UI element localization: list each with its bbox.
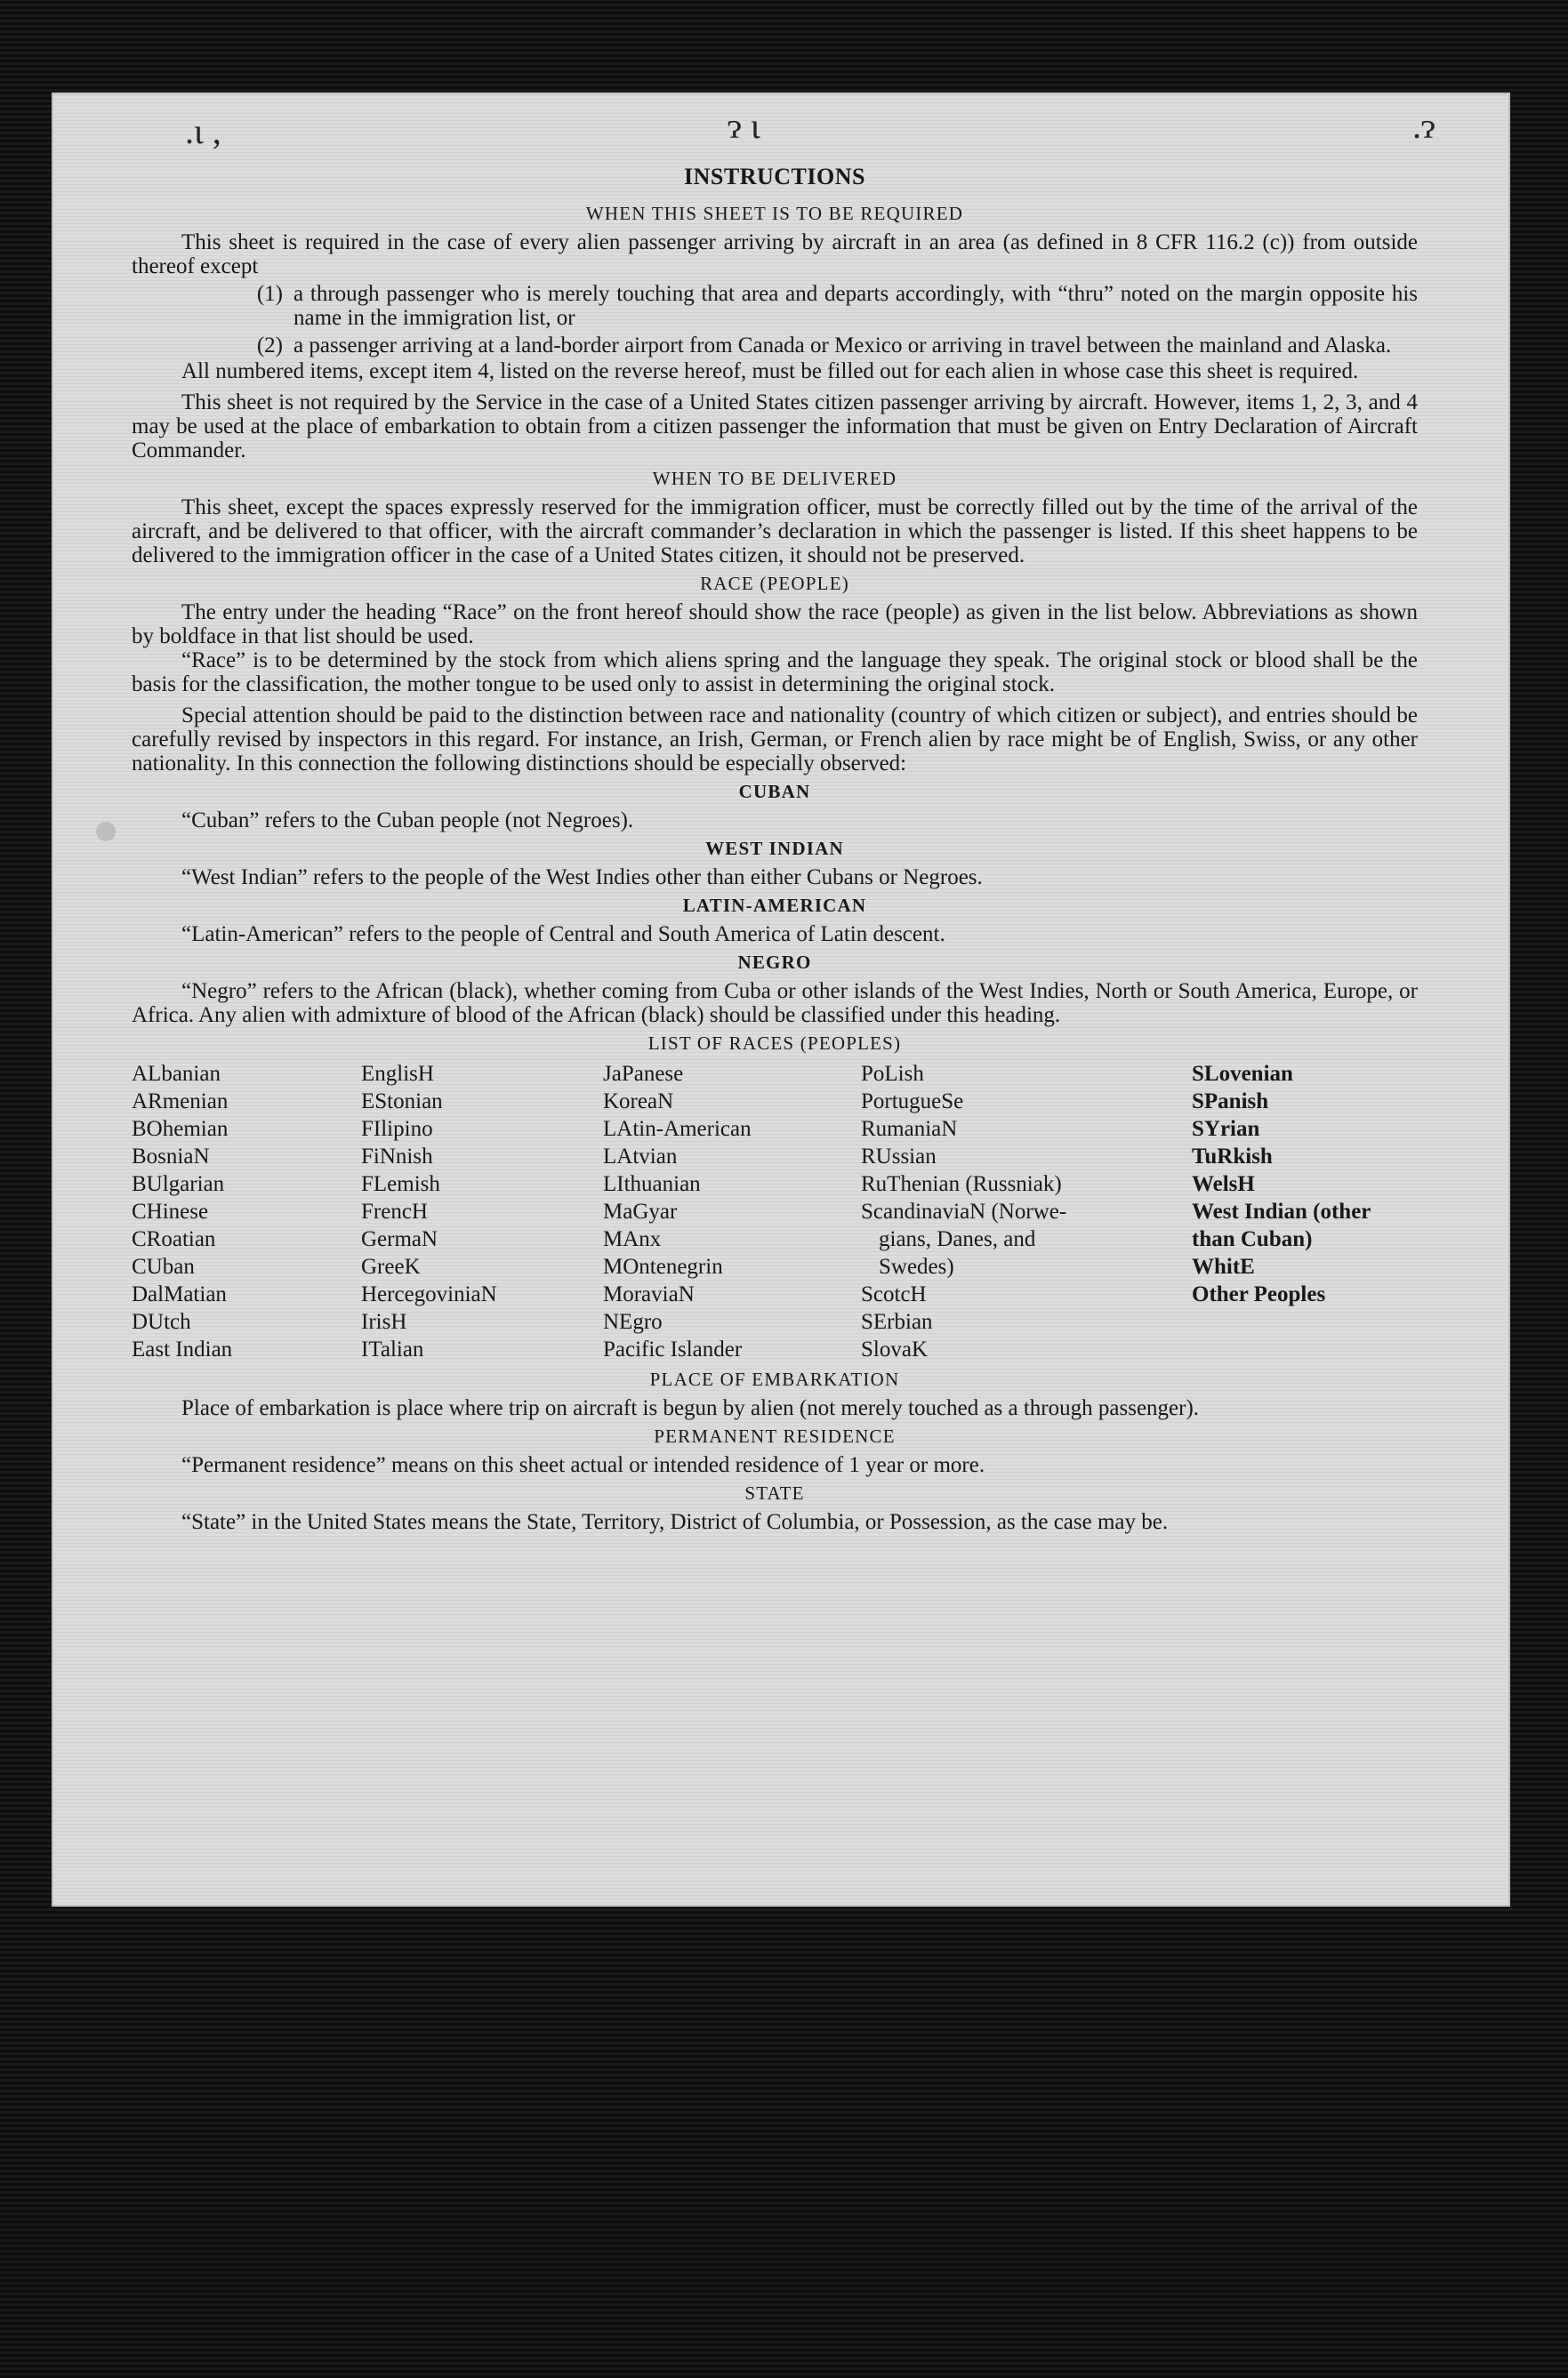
- race-entry: GreeK: [361, 1255, 421, 1279]
- race-entry: BUlgarian: [132, 1172, 225, 1196]
- paragraph: This sheet is not required by the Service in the case of a United States citizen passenger arriving by aircraft. However, items 1, 2, 3, and 4 may be used at the place of embarkation to obtain from a citizen passenger the information that must be given on Entry Declaration of Aircraft Commander.: [132, 390, 1418, 462]
- punch-hole: [96, 822, 116, 841]
- race-entry: ScotcH: [861, 1282, 927, 1306]
- race-column: [603, 1060, 861, 1363]
- stray-mark: ɂ ι: [728, 106, 760, 146]
- race-list: [132, 1060, 1418, 1363]
- race-entry: JaPanese: [603, 1062, 684, 1086]
- race-column: [132, 1060, 361, 1363]
- race-entry: FIlipino: [361, 1117, 433, 1141]
- paragraph: This sheet is required in the case of every alien passenger arriving by aircraft in an area (as defined in 8 CFR 116.2 (c)) from outside thereof except: [132, 230, 1418, 278]
- race-entry: ARmenian: [132, 1089, 229, 1113]
- race-entry: SErbian: [861, 1310, 933, 1334]
- race-entry: Swedes): [879, 1255, 954, 1279]
- race-entry: LAtin-American: [603, 1117, 752, 1141]
- race-entry: ALbanian: [132, 1062, 221, 1086]
- race-entry: BosniaN: [132, 1145, 210, 1169]
- race-entry: GermaN: [361, 1227, 438, 1251]
- numbered-item: [132, 333, 1418, 358]
- paragraph: This sheet, except the spaces expressly reserved for the immigration officer, must be correctly filled out by the time of the arrival of the aircraft, and be delivered to that officer, with the aircraft commander’s declaration in which the passenger is listed. If this sheet happens to be delivered to the immigration officer in the case of a United States citizen, it should not be preserved.: [132, 495, 1418, 567]
- race-entry: TuRkish: [1192, 1145, 1273, 1169]
- race-entry: SPanish: [1192, 1089, 1269, 1113]
- race-entry: PoLish: [861, 1062, 924, 1086]
- race-entry: West Indian (other than Cuban): [1192, 1200, 1371, 1251]
- race-entry: Other Peoples: [1192, 1282, 1326, 1306]
- race-entry: NEgro: [603, 1310, 663, 1334]
- heading-when-delivered: WHEN TO BE DELIVERED: [652, 468, 897, 489]
- race-entry: CUban: [132, 1255, 195, 1279]
- race-column: [861, 1060, 1192, 1363]
- item-number: (1): [256, 282, 283, 306]
- race-entry: CHinese: [132, 1200, 209, 1224]
- race-entry: SYrian: [1192, 1117, 1260, 1141]
- race-entry: MoraviaN: [603, 1282, 695, 1306]
- item-text: a passenger arriving at a land-border airport from Canada or Mexico or arriving in travel between the mainland and Alaska.: [293, 333, 1392, 358]
- race-entry: MAnx: [603, 1227, 662, 1251]
- item-text: a through passenger who is merely touching that area and departs accordingly, with “thru” noted on the margin opposite his name in the immigration list, or: [293, 282, 1418, 330]
- heading-permanent-residence: PERMANENT RESIDENCE: [654, 1426, 896, 1447]
- paragraph: Special attention should be paid to the distinction between race and nationality (country of which citizen or subject), and entries should be carefully revised by inspectors in this regard. For instance, an Irish, German, or French alien by race might be of English, Swiss, or any other nationality. In this connection the following distinctions should be especially observed:: [132, 703, 1418, 775]
- paragraph: “Cuban” refers to the Cuban people (not Negroes).: [181, 808, 634, 832]
- race-entry: FiNnish: [361, 1145, 433, 1169]
- race-entry: SLovenian: [1192, 1062, 1293, 1086]
- document-sheet: [52, 92, 1510, 1907]
- race-entry: HercegoviniaN: [361, 1282, 497, 1306]
- heading-when-required: WHEN THIS SHEET IS TO BE REQUIRED: [585, 203, 964, 224]
- race-entry: RuThenian (Russniak): [861, 1172, 1062, 1196]
- race-entry: CRoatian: [132, 1227, 216, 1251]
- race-entry: ScandinaviaN (Norwe-: [861, 1200, 1067, 1224]
- paragraph: “State” in the United States means the State, Territory, District of Columbia, or Possession, as the case may be.: [181, 1510, 1169, 1534]
- race-entry: LIthuanian: [603, 1172, 701, 1196]
- paragraph: “Negro” refers to the African (black), whether coming from Cuba or other islands of the West Indies, North or South America, Europe, or Africa. Any alien with admixture of blood of the African (black) should be classified under this heading.: [132, 979, 1418, 1027]
- heading-latin-american: LATIN-AMERICAN: [682, 895, 867, 916]
- race-entry: RUssian: [861, 1145, 937, 1169]
- heading-race: RACE (PEOPLE): [700, 573, 849, 594]
- race-entry: DUtch: [132, 1310, 191, 1334]
- race-entry: WhitE: [1192, 1255, 1255, 1279]
- paragraph: All numbered items, except item 4, listed on the reverse hereof, must be filled out for each alien in whose case this sheet is required.: [181, 359, 1359, 383]
- race-column: [361, 1060, 603, 1363]
- paragraph: “Race” is to be determined by the stock from which aliens spring and the language they speak. The original stock or blood shall be the basis for the classification, the mother tongue to be used only to assist in determining the original stock.: [132, 648, 1418, 696]
- race-entry: DalMatian: [132, 1282, 227, 1306]
- race-entry: BOhemian: [132, 1117, 229, 1141]
- race-entry: IrisH: [361, 1310, 407, 1334]
- race-entry: EnglisH: [361, 1062, 434, 1086]
- paragraph: “Latin-American” refers to the people of Central and South America of Latin descent.: [181, 922, 945, 946]
- paragraph: Place of embarkation is place where trip on aircraft is begun by alien (not merely touched as a through passenger).: [181, 1396, 1200, 1420]
- heading-negro: NEGRO: [737, 952, 812, 973]
- race-entry: RumaniaN: [861, 1117, 958, 1141]
- race-entry: SlovaK: [861, 1338, 928, 1362]
- race-entry: East Indian: [132, 1338, 233, 1362]
- numbered-item: [132, 282, 1418, 330]
- paragraph: “West Indian” refers to the people of the West Indies other than either Cubans or Negroes.: [181, 865, 983, 889]
- heading-west-indian: WEST INDIAN: [705, 838, 844, 859]
- race-entry: MOntenegrin: [603, 1255, 723, 1279]
- race-entry: FLemish: [361, 1172, 440, 1196]
- race-entry: Pacific Islander: [603, 1338, 743, 1362]
- race-column: [1192, 1060, 1418, 1363]
- heading-list-of-races: LIST OF RACES (PEOPLES): [647, 1032, 902, 1054]
- race-entry: WelsH: [1192, 1172, 1255, 1196]
- page-title: INSTRUCTIONS: [684, 164, 865, 189]
- paragraph: The entry under the heading “Race” on the front hereof should show the race (people) as given in the list below. Abbreviations as shown by boldface in that list should be used.: [132, 600, 1418, 648]
- heading-state: STATE: [744, 1482, 805, 1504]
- instructions-content: [132, 164, 1418, 1534]
- race-entry: KoreaN: [603, 1089, 674, 1113]
- race-entry: FrencH: [361, 1200, 428, 1224]
- race-entry: EStonian: [361, 1089, 443, 1113]
- race-entry: gians, Danes, and: [879, 1227, 1036, 1251]
- item-number: (2): [256, 333, 283, 358]
- race-entry: MaGyar: [603, 1200, 678, 1224]
- race-entry: PortugueSe: [861, 1089, 964, 1113]
- race-entry: ITalian: [361, 1338, 424, 1362]
- heading-cuban: CUBAN: [738, 781, 811, 802]
- race-entry: LAtvian: [603, 1145, 678, 1169]
- heading-embarkation: PLACE OF EMBARKATION: [649, 1369, 900, 1390]
- paragraph: “Permanent residence” means on this sheet actual or intended residence of 1 year or more.: [181, 1453, 985, 1477]
- stray-mark: .ɂ: [1412, 106, 1435, 146]
- stray-mark: .ι ,: [185, 111, 221, 151]
